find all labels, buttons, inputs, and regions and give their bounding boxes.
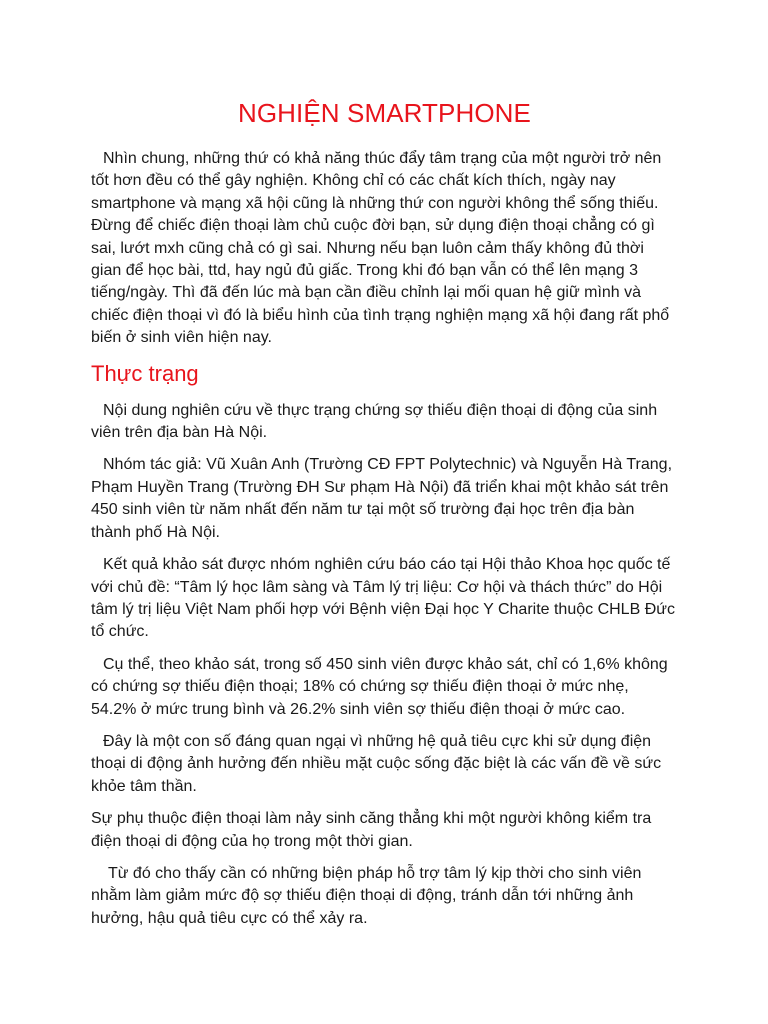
paragraph-conclusion: Từ đó cho thấy cần có những biện pháp hỗ trợ tâm lý kịp thời cho sinh viên nhằm làm giảm mức độ sợ thiếu điện thoại di động, tránh dẫn tới những ảnh hưởng, hậu quả tiêu cực có thể xảy ra. (91, 864, 642, 927)
section-heading: Thực trạng (91, 360, 199, 386)
paragraph-dependence: Sự phụ thuộc điện thoại làm nảy sinh căng thẳng khi một người không kiểm tra điện thoại di động của họ trong một thời gian. (91, 810, 652, 850)
intro-paragraph: Nhìn chung, những thứ có khả năng thúc đẩy tâm trạng của một người trở nên tốt hơn đều có thể gây nghiện. Không chỉ có các chất kích thích, ngày nay smartphone và mạng xã hội cũng là những thứ con người không thể sống thiếu. Đừng để chiếc điện thoại làm chủ cuộc đời bạn, sử dụng điện thoại chẳng có gì sai, lướt mxh cũng chả có gì sai. Nhưng nếu bạn luôn cảm thấy không đủ thời gian để học bài, ttd, hay ngủ đủ giấc. Trong khi đó bạn vẫn có thể lên mạng 3 tiếng/ngày. Thì đã đến lúc mà bạn cần điều chỉnh lại mối quan hệ giữ mình và chiếc điện thoại vì đó là biểu hình của tình trạng nghiện mạng xã hội đang rất phổ biến ở sinh viên hiện nay. (91, 150, 670, 347)
paragraph-statistics: Cụ thể, theo khảo sát, trong số 450 sinh viên được khảo sát, chỉ có 1,6% không có chứng sợ thiếu điện thoại; 18% có chứng sợ thiếu điện thoại ở mức nhẹ, 54.2% ở mức trung bình và 26.2% sinh viên sợ thiếu điện thoại ở mức cao. (91, 655, 668, 718)
document-title: NGHIỆN SMARTPHONE (237, 98, 532, 128)
paragraph-authors: Nhóm tác giả: Vũ Xuân Anh (Trường CĐ FPT Polytechnic) và Nguyễn Hà Trang, Phạm Huyền Trang (Trường ĐH Sư phạm Hà Nội) đã triển khai một khảo sát trên 450 sinh viên từ năm nhất đến năm tư tại một số trường đại học trên địa bàn thành phố Hà Nội. (91, 456, 673, 541)
paragraph-conference: Kết quả khảo sát được nhóm nghiên cứu báo cáo tại Hội thảo Khoa học quốc tế với chủ đề: “Tâm lý học lâm sàng và Tâm lý trị liệu: Cơ hội và thách thức” do Hội tâm lý trị liệu Việt Nam phối hợp với Bệnh viện Đại học Y Charite thuộc CHLB Đức tổ chức. (91, 556, 675, 641)
paragraph-research-content: Nội dung nghiên cứu về thực trạng chứng sợ thiếu điện thoại di động của sinh viên trên địa bàn Hà Nội. (91, 401, 658, 442)
paragraph-concern: Đây là một con số đáng quan ngại vì những hệ quả tiêu cực khi sử dụng điện thoại di động ảnh hưởng đến nhiều mặt cuộc sống đặc biệt là các vấn đề về sức khỏe tâm thần. (91, 732, 662, 795)
